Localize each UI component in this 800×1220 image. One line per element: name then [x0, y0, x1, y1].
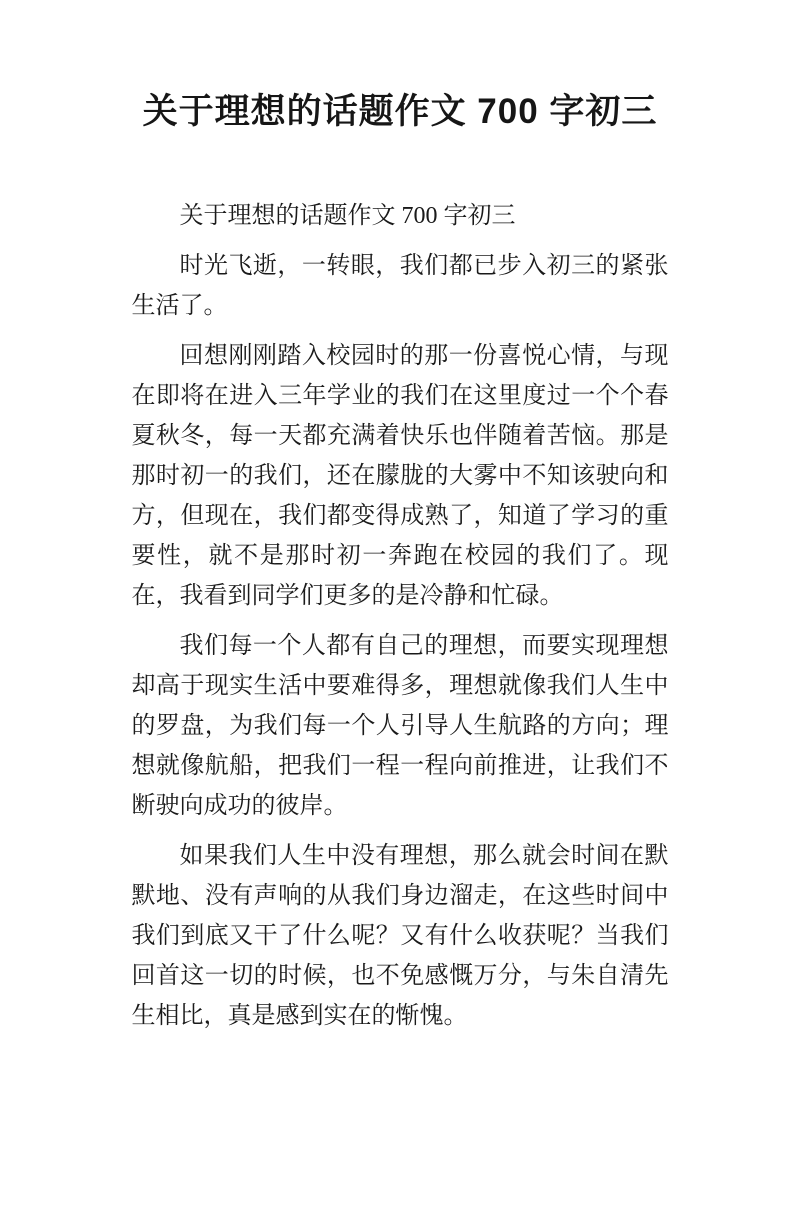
paragraph: 我们每一个人都有自己的理想，而要实现理想却高于现实生活中要难得多，理想就像我们人生中的罗盘，为我们每一个人引导人生航路的方向；理想就像航船，把我们一程一程向前推进，让我们不断驶向成功的彼岸。: [131, 633, 669, 819]
paragraph: 如果我们人生中没有理想，那么就会时间在默默地、没有声响的从我们身边溜走，在这些时间中我们到底又干了什么呢？又有什么收获呢？当我们回首这一切的时候，也不免感慨万分，与朱自清先生相比，真是感到实在的惭愧。: [131, 843, 669, 1029]
paragraph: 时光飞逝，一转眼，我们都已步入初三的紧张生活了。: [131, 253, 669, 319]
document-page: [0, 88, 800, 1220]
paragraph-title-repeat: 关于理想的话题作文 700 字初三: [179, 203, 516, 229]
document-body: [132, 196, 669, 1036]
paragraph: 回想刚刚踏入校园时的那一份喜悦心情，与现在即将在进入三年学业的我们在这里度过一个个春夏秋冬，每一天都充满着快乐也伴随着苦恼。那是那时初一的我们，还在朦胧的大雾中不知该驶向和方，但现在，我们都变得成熟了，知道了学习的重要性，就不是那时初一奔跑在校园的我们了。现在，我看到同学们更多的是冷静和忙碌。: [131, 343, 669, 609]
page-title: 关于理想的话题作文 700 字初三: [142, 92, 658, 131]
